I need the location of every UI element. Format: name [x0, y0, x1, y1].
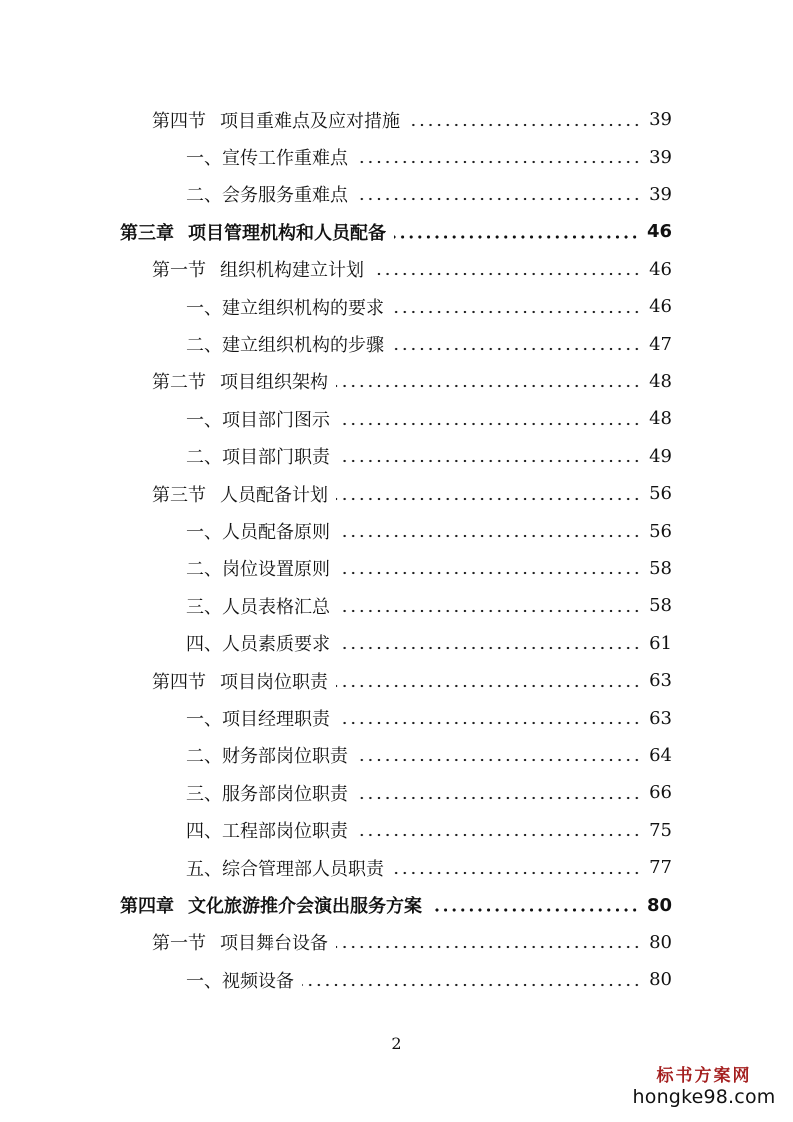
toc-dot-leader	[356, 160, 641, 164]
toc-entry-title: 项目部门职责	[222, 447, 330, 469]
toc-entry-title: 会务服务重难点	[222, 185, 348, 207]
toc-dot-leader	[302, 983, 641, 987]
toc-dot-leader	[338, 534, 641, 538]
toc-entry-title: 人员表格汇总	[222, 596, 330, 618]
toc-dot-leader	[356, 197, 641, 201]
toc-subsection-entry[interactable]	[0, 176, 793, 213]
toc-entry-page: 80	[646, 894, 672, 916]
toc-section-entry[interactable]	[0, 662, 793, 699]
toc-entry-number: 第三节	[152, 484, 206, 506]
toc-section-entry[interactable]	[0, 251, 793, 288]
watermark-cn-text: 标书方案网	[656, 1066, 752, 1086]
toc-entry-number: 一、	[186, 522, 222, 544]
toc-entry-page: 56	[649, 520, 672, 542]
toc-entry-number: 二、	[186, 746, 222, 768]
toc-entry-page: 80	[649, 931, 672, 953]
toc-dot-leader	[430, 908, 639, 912]
toc-dot-leader	[392, 871, 641, 875]
toc-dot-leader	[338, 571, 641, 575]
toc-entry-number: 一、	[186, 709, 222, 731]
toc-dot-leader	[336, 684, 641, 688]
toc-entry-page: 46	[649, 296, 672, 318]
toc-entry-page: 49	[649, 445, 672, 467]
toc-dot-leader	[392, 310, 641, 314]
toc-entry-page: 77	[649, 857, 672, 879]
toc-entry-page: 39	[649, 109, 672, 131]
toc-entry-page: 63	[649, 707, 672, 729]
toc-entry-title: 项目部门图示	[222, 409, 330, 431]
toc-subsection-entry[interactable]	[0, 812, 793, 849]
toc-section-entry[interactable]	[0, 475, 793, 512]
toc-dot-leader	[356, 758, 641, 762]
toc-entry-number: 一、	[186, 148, 222, 170]
toc-entry-number: 四、	[186, 821, 222, 843]
toc-entry-title: 人员配备原则	[222, 522, 330, 544]
toc-entry-title: 视频设备	[222, 970, 294, 992]
page-number: 2	[391, 1034, 402, 1053]
toc-entry-number: 五、	[186, 858, 222, 880]
toc-dot-leader	[336, 497, 641, 501]
toc-entry-page: 46	[649, 258, 672, 280]
toc-dot-leader	[338, 422, 641, 426]
toc-chapter-entry[interactable]	[0, 213, 793, 250]
toc-entry-title: 项目舞台设备	[220, 933, 328, 955]
toc-entry-title: 工程部岗位职责	[222, 821, 348, 843]
toc-entry-title: 岗位设置原则	[222, 559, 330, 581]
toc-chapter-entry[interactable]	[0, 886, 793, 923]
toc-entry-title: 项目重难点及应对措施	[220, 110, 400, 132]
watermark-logo	[629, 1066, 779, 1108]
toc-entry-page: 56	[649, 483, 672, 505]
toc-entry-number: 四、	[186, 634, 222, 656]
toc-entry-title: 建立组织机构的要求	[222, 297, 384, 319]
toc-subsection-entry[interactable]	[0, 438, 793, 475]
toc-entry-page: 48	[649, 408, 672, 430]
toc-entry-page: 46	[646, 221, 672, 243]
toc-entry-page: 63	[649, 670, 672, 692]
toc-entry-page: 39	[649, 146, 672, 168]
toc-dot-leader	[336, 945, 641, 949]
toc-dot-leader	[356, 833, 641, 837]
toc-subsection-entry[interactable]	[0, 325, 793, 362]
toc-section-entry[interactable]	[0, 924, 793, 961]
toc-subsection-entry[interactable]	[0, 737, 793, 774]
toc-entry-title: 人员素质要求	[222, 634, 330, 656]
toc-entry-number: 二、	[186, 185, 222, 207]
toc-subsection-entry[interactable]	[0, 699, 793, 736]
toc-entry-title: 宣传工作重难点	[222, 148, 348, 170]
toc-entry-title: 项目管理机构和人员配备	[188, 222, 386, 244]
toc-entry-number: 第二节	[152, 372, 206, 394]
toc-entry-title: 建立组织机构的步骤	[222, 335, 384, 357]
toc-entry-number: 第一节	[152, 260, 206, 282]
toc-entry-page: 64	[649, 744, 672, 766]
toc-entry-number: 第三章	[120, 222, 174, 244]
toc-entry-number: 一、	[186, 970, 222, 992]
toc-dot-leader	[356, 796, 641, 800]
toc-entry-number: 第四节	[152, 671, 206, 693]
toc-dot-leader	[372, 272, 641, 276]
toc-dot-leader	[338, 646, 641, 650]
toc-dot-leader	[338, 721, 641, 725]
toc-entry-number: 三、	[186, 783, 222, 805]
toc-subsection-entry[interactable]	[0, 138, 793, 175]
toc-entry-page: 61	[649, 632, 672, 654]
toc-section-entry[interactable]	[0, 363, 793, 400]
toc-subsection-entry[interactable]	[0, 550, 793, 587]
toc-dot-leader	[338, 459, 641, 463]
toc-entry-number: 一、	[186, 297, 222, 319]
toc-entry-title: 项目经理职责	[222, 709, 330, 731]
toc-entry-page: 80	[649, 969, 672, 991]
toc-entry-number: 一、	[186, 409, 222, 431]
toc-entry-number: 第四章	[120, 896, 174, 918]
toc-subsection-entry[interactable]	[0, 961, 793, 998]
toc-entry-page: 58	[649, 595, 672, 617]
toc-entry-title: 文化旅游推介会演出服务方案	[188, 896, 422, 918]
toc-entry-title: 综合管理部人员职责	[222, 858, 384, 880]
toc-subsection-entry[interactable]	[0, 587, 793, 624]
toc-entry-number: 三、	[186, 596, 222, 618]
toc-entry-title: 组织机构建立计划	[220, 260, 364, 282]
toc-entry-page: 48	[649, 370, 672, 392]
toc-entry-page: 66	[649, 782, 672, 804]
toc-entry-page: 47	[649, 333, 672, 355]
toc-dot-leader	[394, 235, 639, 239]
toc-entry-title: 项目岗位职责	[220, 671, 328, 693]
toc-subsection-entry[interactable]	[0, 849, 793, 886]
toc-entry-page: 39	[649, 183, 672, 205]
toc-entry-title: 财务部岗位职责	[222, 746, 348, 768]
toc-section-entry[interactable]	[0, 101, 793, 138]
toc-subsection-entry[interactable]	[0, 625, 793, 662]
toc-entry-number: 二、	[186, 447, 222, 469]
toc-entry-page: 58	[649, 557, 672, 579]
toc-dot-leader	[392, 347, 641, 351]
toc-subsection-entry[interactable]	[0, 512, 793, 549]
toc-entry-number: 二、	[186, 559, 222, 581]
toc-subsection-entry[interactable]	[0, 774, 793, 811]
toc-entry-title: 项目组织架构	[220, 372, 328, 394]
toc-dot-leader	[338, 609, 641, 613]
toc-entry-number: 二、	[186, 335, 222, 357]
toc-entry-title: 服务部岗位职责	[222, 783, 348, 805]
toc-dot-leader	[336, 384, 641, 388]
toc-dot-leader	[408, 123, 641, 127]
toc-subsection-entry[interactable]	[0, 288, 793, 325]
toc-entry-number: 第一节	[152, 933, 206, 955]
toc-entry-title: 人员配备计划	[220, 484, 328, 506]
toc-entry-page: 75	[649, 819, 672, 841]
toc-entry-number: 第四节	[152, 110, 206, 132]
toc-subsection-entry[interactable]	[0, 400, 793, 437]
watermark-en-text: hongke98.com	[632, 1086, 776, 1108]
